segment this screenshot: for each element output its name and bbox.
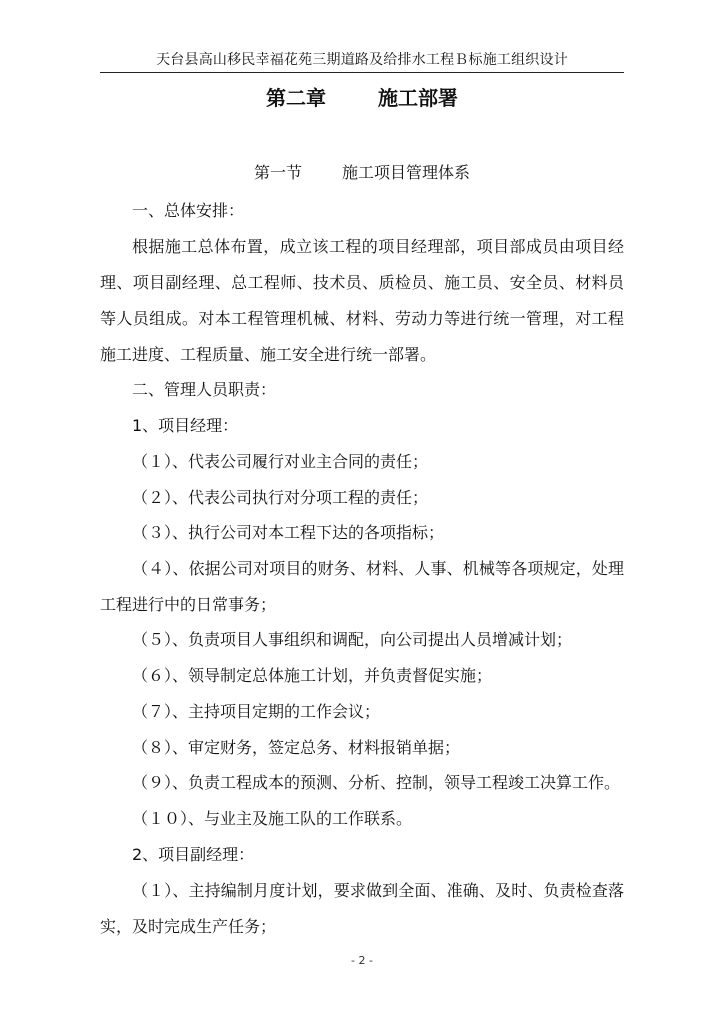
list-item: （６）、领导制定总体施工计划，并负责督促实施；	[132, 666, 493, 685]
page-number: - 2 -	[351, 954, 373, 967]
subheading-deputy-manager: 2、项目副经理：	[132, 845, 255, 864]
section-number: 第一节	[253, 163, 302, 182]
list-item: （９）、负责工程成本的预测、分析、控制，领导工程竣工决算工作。	[132, 773, 621, 792]
list-item: （７）、主持项目定期的工作会议；	[132, 702, 381, 721]
paragraph-line: 施工进度、工程质量、施工安全进行统一部署。	[100, 345, 437, 364]
heading-management-duties: 二、管理人员职责：	[132, 380, 277, 399]
list-item: （３）、执行公司对本工程下达的各项指标；	[132, 523, 445, 542]
chapter-number: 第二章	[266, 86, 326, 110]
chapter-title	[0, 84, 724, 112]
list-item: （４）、依据公司对项目的财务、材料、人事、机械等各项规定，处理	[132, 559, 624, 578]
paragraph-line: 理、项目副经理、总工程师、技术员、质检员、施工员、安全员、材料员	[100, 273, 624, 292]
section-title	[0, 162, 724, 184]
list-item: （１）、代表公司履行对业主合同的责任；	[132, 452, 429, 471]
heading-overall-arrangement: 一、总体安排：	[132, 201, 245, 220]
section-name: 施工项目管理体系	[342, 163, 471, 182]
list-item: （８）、审定财务，签定总务、材料报销单据；	[132, 738, 461, 757]
header-divider	[100, 72, 624, 73]
running-header: 天台县高山移民幸福花苑三期道路及给排水工程Ｂ标施工组织设计	[156, 52, 568, 68]
list-item: （１０）、与业主及施工队的工作联系。	[132, 809, 413, 828]
list-item: （１）、主持编制月度计划，要求做到全面、准确、及时、负责检查落	[132, 881, 624, 900]
list-item: （２）、代表公司执行对分项工程的责任；	[132, 488, 429, 507]
list-item-continuation: 工程进行中的日常事务；	[100, 595, 277, 614]
list-item: （５）、负责项目人事组织和调配，向公司提出人员增减计划；	[132, 630, 573, 649]
paragraph-line: 等人员组成。对本工程管理机械、材料、劳动力等进行统一管理，对工程	[100, 309, 624, 328]
list-item-continuation: 实，及时完成生产任务；	[100, 917, 277, 936]
chapter-name: 施工部署	[378, 86, 458, 110]
paragraph-line: 根据施工总体布置，成立该工程的项目经理部，项目部成员由项目经	[132, 237, 624, 256]
subheading-project-manager: 1、项目经理：	[132, 416, 239, 435]
